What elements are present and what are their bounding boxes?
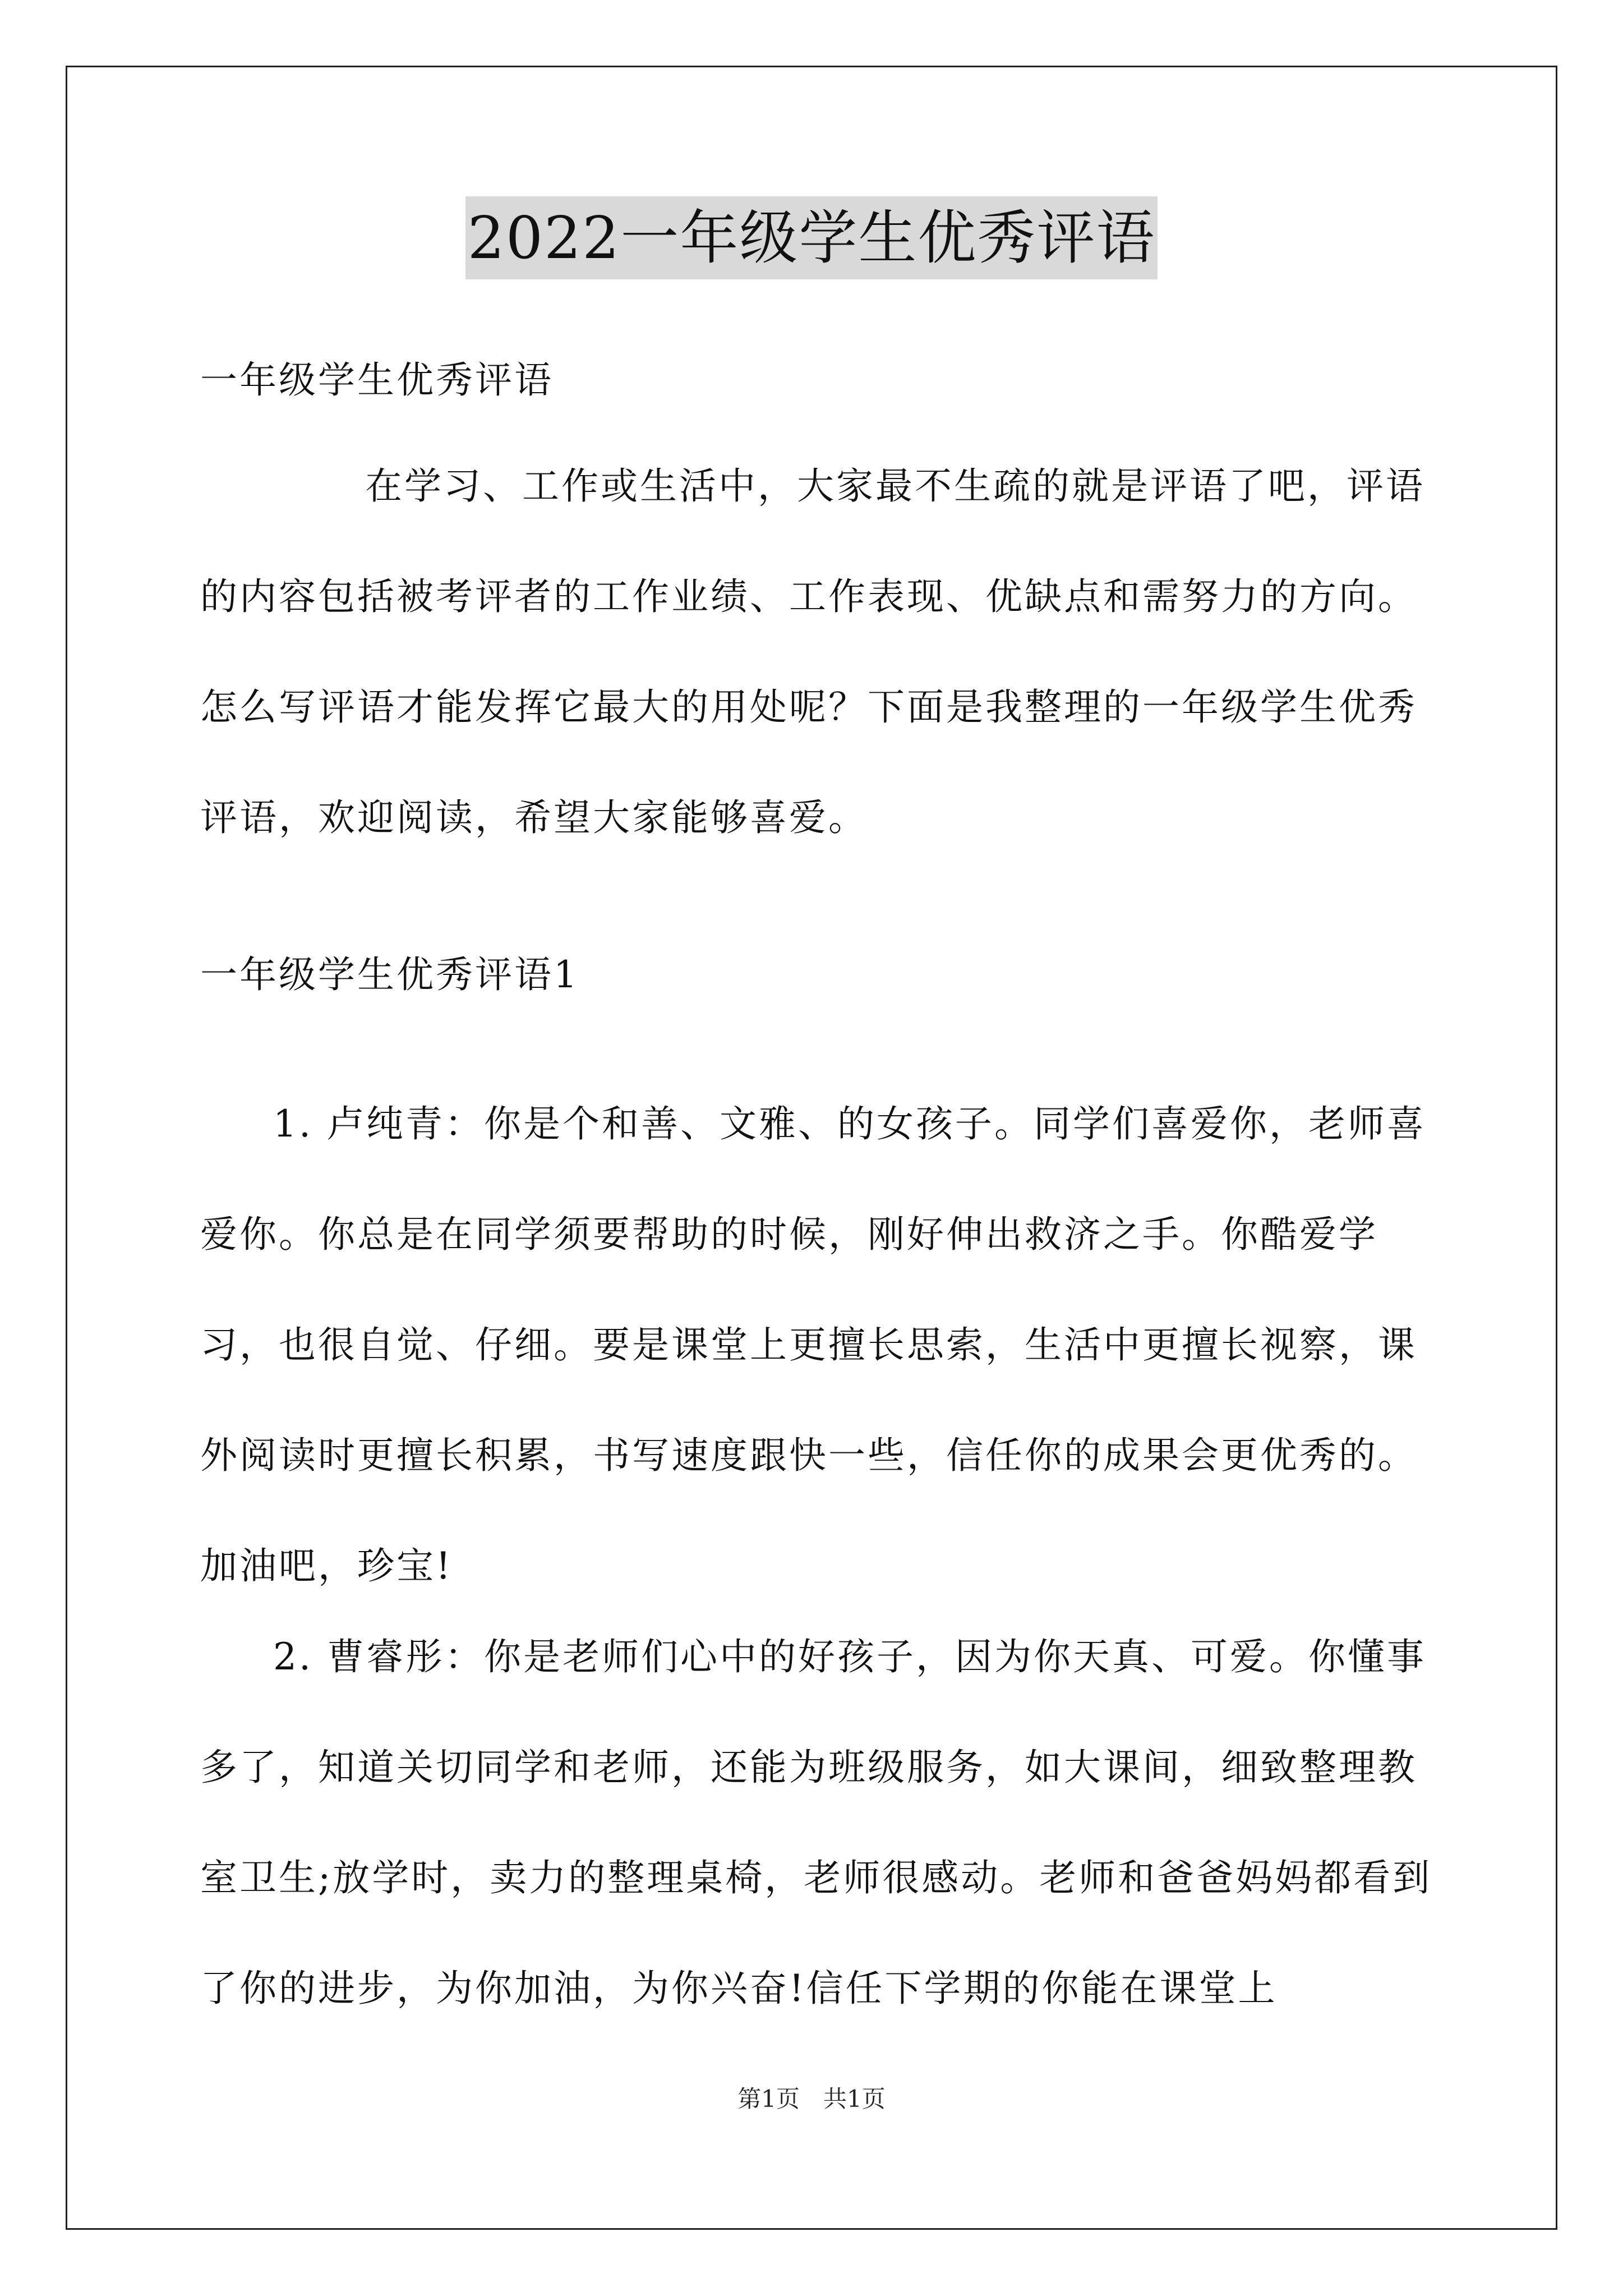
title-container [0,196,1623,279]
page-footer: 第1页 共1页 [737,2085,886,2113]
comment-item-2: 2. 曹睿彤：你是老师们心中的好孩子，因为你天真、可爱。你懂事多了，知道关切同学和老师，还能为班级服务，如大课间，细致整理教室卫生;放学时，卖力的整理桌椅，老师很感动。老师和爸爸妈妈都看到了你的进步，为你加油，为你兴奋!信任下学期的你能在课堂上 [200,1635,1432,2010]
document-subtitle: 一年级学生优秀评语 [200,358,554,402]
comment-item-1: 1. 卢纯青：你是个和善、文雅、的女孩子。同学们喜爱你，老师喜爱你。你总是在同学须要帮助的时候，刚好伸出救济之手。你酷爱学习，也很自觉、仔细。要是课堂上更擅长思索，生活中更擅长视察，课外阅读时更擅长积累，书写速度跟快一些，信任你的成果会更优秀的。加油吧，珍宝! [200,1102,1426,1588]
section-heading: 一年级学生优秀评语1 [200,953,579,996]
intro-paragraph: 在学习、工作或生活中，大家最不生疏的就是评语了吧，评语的内容包括被考评者的工作业绩、工作表现、优缺点和需努力的方向。怎么写评语才能发挥它最大的用处呢？下面是我整理的一年级学生优秀评语，欢迎阅读，希望大家能够喜爱。 [200,464,1425,839]
document-title: 2022一年级学生优秀评语 [465,196,1158,279]
